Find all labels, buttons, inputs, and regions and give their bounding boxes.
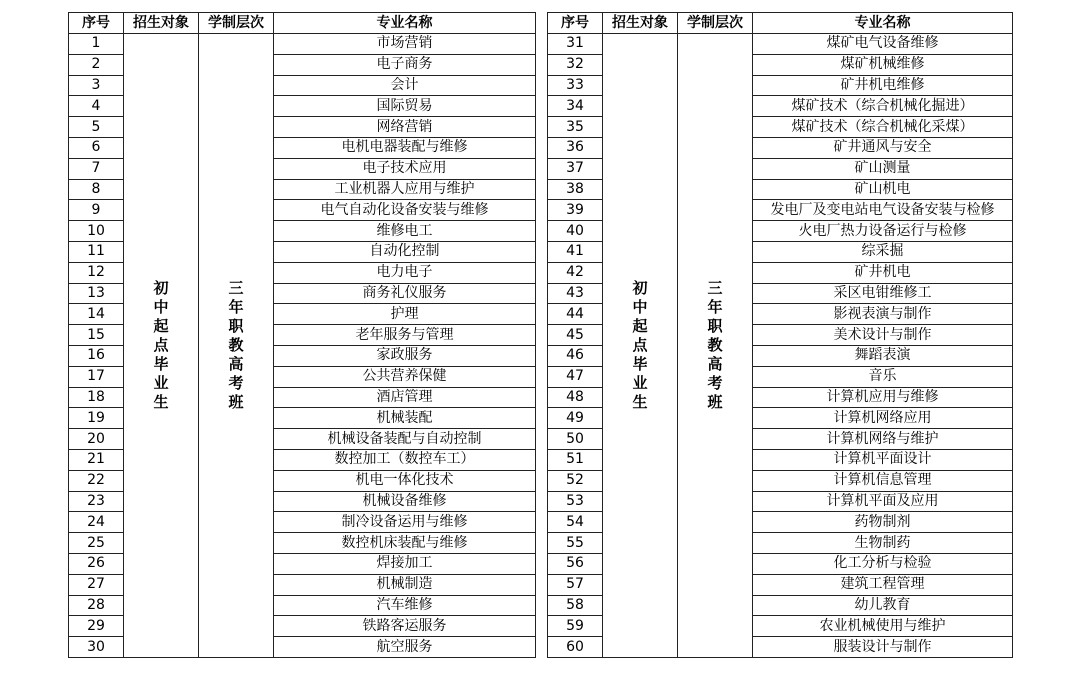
row-number: 31 [548, 34, 603, 55]
target-cell [603, 34, 678, 658]
header-level: 学制层次 [678, 13, 753, 34]
row-number: 14 [69, 304, 124, 325]
major-name: 商务礼仪服务 [274, 283, 536, 304]
level-cell [678, 34, 753, 658]
major-name: 舞蹈表演 [753, 345, 1013, 366]
major-name: 计算机应用与维修 [753, 387, 1013, 408]
major-name: 化工分析与检验 [753, 553, 1013, 574]
row-number: 8 [69, 179, 124, 200]
target-cell [124, 34, 199, 658]
row-number: 16 [69, 345, 124, 366]
major-name: 机械设备装配与自动控制 [274, 429, 536, 450]
row-number: 33 [548, 75, 603, 96]
row-number: 46 [548, 345, 603, 366]
major-name: 维修电工 [274, 221, 536, 242]
row-number: 37 [548, 158, 603, 179]
table-body-right [548, 34, 1013, 658]
major-name: 铁路客运服务 [274, 616, 536, 637]
row-number: 60 [548, 637, 603, 658]
row-number: 58 [548, 595, 603, 616]
table-row [548, 34, 1013, 55]
row-number: 48 [548, 387, 603, 408]
row-number: 49 [548, 408, 603, 429]
major-name: 市场营销 [274, 34, 536, 55]
row-number: 35 [548, 117, 603, 138]
row-number: 55 [548, 533, 603, 554]
major-name: 煤矿技术（综合机械化掘进） [753, 96, 1013, 117]
major-name: 国际贸易 [274, 96, 536, 117]
program-table-right [547, 12, 1013, 658]
major-name: 建筑工程管理 [753, 574, 1013, 595]
row-number: 44 [548, 304, 603, 325]
row-number: 23 [69, 491, 124, 512]
row-number: 6 [69, 137, 124, 158]
row-number: 30 [69, 637, 124, 658]
major-name: 航空服务 [274, 637, 536, 658]
row-number: 2 [69, 54, 124, 75]
major-name: 机械设备维修 [274, 491, 536, 512]
major-name: 计算机网络应用 [753, 408, 1013, 429]
row-number: 32 [548, 54, 603, 75]
target-label: 初 中 起 点 毕 业 生 [153, 278, 169, 411]
major-name: 制冷设备运用与维修 [274, 512, 536, 533]
row-number: 38 [548, 179, 603, 200]
major-name: 煤矿电气设备维修 [753, 34, 1013, 55]
header-row [69, 13, 536, 34]
major-name: 计算机信息管理 [753, 470, 1013, 491]
row-number: 5 [69, 117, 124, 138]
row-number: 28 [69, 595, 124, 616]
row-number: 36 [548, 137, 603, 158]
row-number: 59 [548, 616, 603, 637]
major-name: 机械制造 [274, 574, 536, 595]
row-number: 9 [69, 200, 124, 221]
major-name: 电机电器装配与维修 [274, 137, 536, 158]
major-name: 汽车维修 [274, 595, 536, 616]
row-number: 11 [69, 241, 124, 262]
major-name: 美术设计与制作 [753, 325, 1013, 346]
major-name: 工业机器人应用与维护 [274, 179, 536, 200]
row-number: 7 [69, 158, 124, 179]
major-name: 公共营养保健 [274, 366, 536, 387]
major-name: 计算机平面设计 [753, 449, 1013, 470]
header-major: 专业名称 [753, 13, 1013, 34]
header-no: 序号 [69, 13, 124, 34]
level-label: 三 年 职 教 高 考 班 [707, 278, 723, 411]
major-name: 农业机械使用与维护 [753, 616, 1013, 637]
table-body-left [69, 34, 536, 658]
major-name: 电子商务 [274, 54, 536, 75]
major-name: 发电厂及变电站电气设备安装与检修 [753, 200, 1013, 221]
major-name: 矿井机电维修 [753, 75, 1013, 96]
row-number: 27 [69, 574, 124, 595]
major-name: 护理 [274, 304, 536, 325]
major-name: 网络营销 [274, 117, 536, 138]
major-name: 计算机平面及应用 [753, 491, 1013, 512]
level-cell [199, 34, 274, 658]
header-major: 专业名称 [274, 13, 536, 34]
row-number: 3 [69, 75, 124, 96]
row-number: 54 [548, 512, 603, 533]
row-number: 50 [548, 429, 603, 450]
row-number: 53 [548, 491, 603, 512]
program-table-left [68, 12, 536, 658]
major-name: 计算机网络与维护 [753, 429, 1013, 450]
major-name: 数控加工（数控车工） [274, 449, 536, 470]
major-name: 机电一体化技术 [274, 470, 536, 491]
major-name: 电子技术应用 [274, 158, 536, 179]
row-number: 57 [548, 574, 603, 595]
row-number: 10 [69, 221, 124, 242]
row-number: 20 [69, 429, 124, 450]
row-number: 29 [69, 616, 124, 637]
row-number: 52 [548, 470, 603, 491]
major-name: 矿井通风与安全 [753, 137, 1013, 158]
row-number: 1 [69, 34, 124, 55]
major-name: 音乐 [753, 366, 1013, 387]
major-name: 老年服务与管理 [274, 325, 536, 346]
major-name: 服装设计与制作 [753, 637, 1013, 658]
row-number: 43 [548, 283, 603, 304]
row-number: 17 [69, 366, 124, 387]
major-name: 会计 [274, 75, 536, 96]
row-number: 21 [69, 449, 124, 470]
row-number: 45 [548, 325, 603, 346]
major-name: 药物制剂 [753, 512, 1013, 533]
header-no: 序号 [548, 13, 603, 34]
row-number: 12 [69, 262, 124, 283]
major-name: 影视表演与制作 [753, 304, 1013, 325]
header-level: 学制层次 [199, 13, 274, 34]
row-number: 15 [69, 325, 124, 346]
row-number: 34 [548, 96, 603, 117]
major-name: 酒店管理 [274, 387, 536, 408]
row-number: 18 [69, 387, 124, 408]
major-name: 数控机床装配与维修 [274, 533, 536, 554]
major-name: 煤矿机械维修 [753, 54, 1013, 75]
major-name: 矿井机电 [753, 262, 1013, 283]
major-name: 矿山测量 [753, 158, 1013, 179]
major-name: 焊接加工 [274, 553, 536, 574]
row-number: 24 [69, 512, 124, 533]
row-number: 47 [548, 366, 603, 387]
target-label: 初 中 起 点 毕 业 生 [632, 278, 648, 411]
row-number: 13 [69, 283, 124, 304]
row-number: 40 [548, 221, 603, 242]
header-target: 招生对象 [124, 13, 199, 34]
row-number: 39 [548, 200, 603, 221]
major-name: 煤矿技术（综合机械化采煤） [753, 117, 1013, 138]
major-name: 生物制药 [753, 533, 1013, 554]
major-name: 机械装配 [274, 408, 536, 429]
row-number: 51 [548, 449, 603, 470]
header-row [548, 13, 1013, 34]
row-number: 25 [69, 533, 124, 554]
major-name: 电力电子 [274, 262, 536, 283]
major-name: 矿山机电 [753, 179, 1013, 200]
row-number: 56 [548, 553, 603, 574]
row-number: 4 [69, 96, 124, 117]
row-number: 19 [69, 408, 124, 429]
level-label: 三 年 职 教 高 考 班 [228, 278, 244, 411]
row-number: 42 [548, 262, 603, 283]
table-row [69, 34, 536, 55]
major-name: 家政服务 [274, 345, 536, 366]
major-name: 自动化控制 [274, 241, 536, 262]
major-name: 电气自动化设备安装与维修 [274, 200, 536, 221]
major-name: 采区电钳维修工 [753, 283, 1013, 304]
row-number: 22 [69, 470, 124, 491]
row-number: 26 [69, 553, 124, 574]
major-name: 综采掘 [753, 241, 1013, 262]
header-target: 招生对象 [603, 13, 678, 34]
major-name: 幼儿教育 [753, 595, 1013, 616]
row-number: 41 [548, 241, 603, 262]
major-name: 火电厂热力设备运行与检修 [753, 221, 1013, 242]
